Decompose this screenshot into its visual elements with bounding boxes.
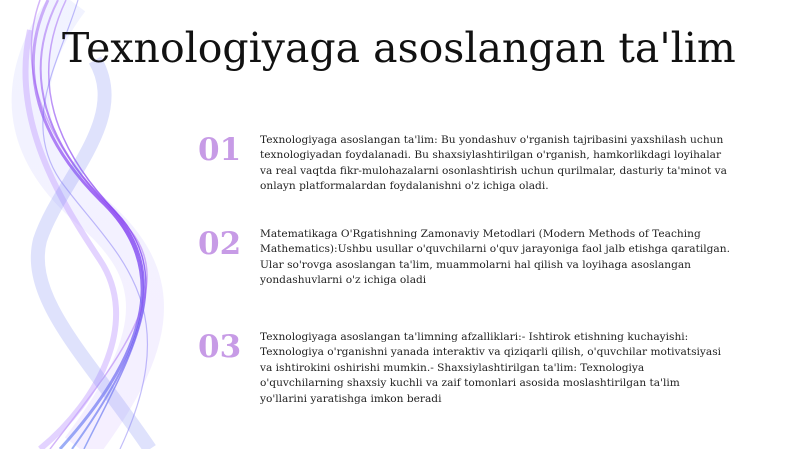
item-text: Texnologiyaga asoslangan ta'lim: Bu yondashuv o'rganish tajribasini yaxshilash uchun texnologiyadan foydalanadi. Bu shaxsiylashtirilgan o'rganish, hamkorlikdagi loyihalar va real vaqtda fikr-mulohazalarni osonlashtirish uchun qurilmalar, dasturiy ta'minot va onlayn platformalardan foydalanishni o'z ichiga oladi. [260,134,727,193]
item-text: Texnologiyaga asoslangan ta'limning afzalliklari:- Ishtirok etishning kuchayishi: Texnologiya o'rganishni yanada interaktiv va qiziqarli qilish, o'quvchilar motivatsiyasi va ishtirokini oshirishi mumkin.- Shaxsiylashtirilgan ta'lim: Texnologiya o'quvchilarning shaxsiy kuchli va zaif tomonlari asosida moslashtirilgan ta'lim yo'llarini yaratishga imkon beradi [260,331,722,405]
item-number: 03 [198,329,242,365]
item-number: 02 [198,226,242,262]
item-number: 01 [198,132,242,168]
item-text: Matematikaga O'Rgatishning Zamonaviy Metodlari (Modern Methods of Teaching Mathematics):Ushbu usullar o'quvchilarni o'quv jarayoniga faol jalb etishga qaratilgan. Ular so'rovga asoslangan ta'lim, muammolarni hal qilish va loyihaga asoslangan yondashuvlarni o'z ichiga oladi [260,228,730,287]
page-title: Texnologiyaga asoslangan ta'lim [62,24,736,72]
